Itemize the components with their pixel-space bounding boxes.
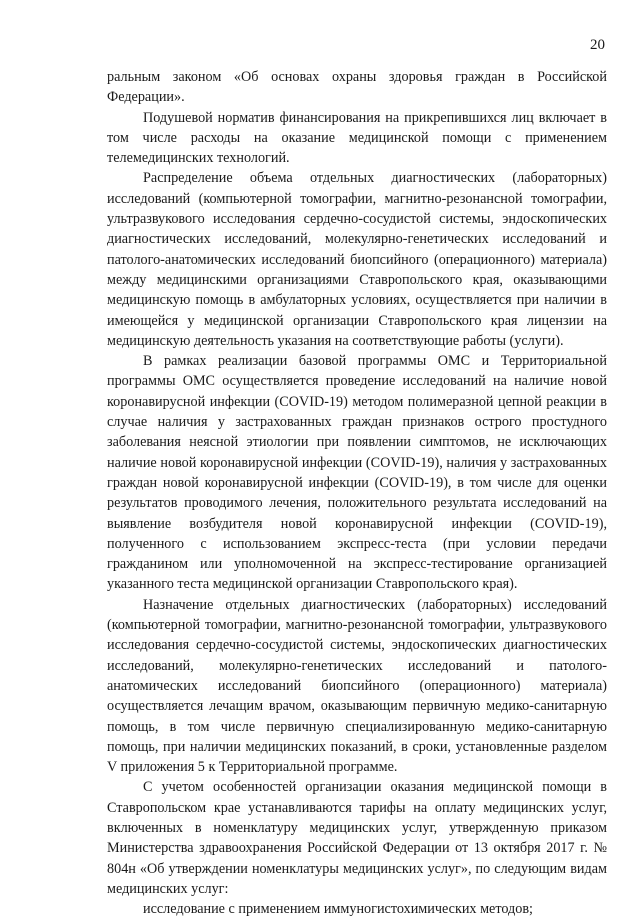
paragraph-per-capita-norm: Подушевой норматив финансирования на прикрепившихся лиц включает в том числе расходы на оказание медицинской помощи с применением телемедицинских технологий. (107, 109, 607, 167)
paragraph-continuation: ральным законом «Об основах охраны здоровья граждан в Российской Федерации». (107, 69, 607, 106)
document-body (107, 67, 607, 919)
paragraph-tariffs: С учетом особенностей организации оказания медицинской помощи в Ставропольском крае устанавливаются тарифы на оплату медицинских услуг, включенных в номенклатуру медицинских услуг, утвержденную приказом Министерства здравоохранения Российской Федерации от 13 октября 2017 г. № 804н «Об утверждении номенклатуры медицинских услуг», по следующим видам медицинских услуг: (107, 779, 607, 897)
paragraph-covid-testing: В рамках реализации базовой программы ОМС и Территориальной программы ОМС осуществляется проведение исследований на наличие новой коронавирусной инфекции (COVID-19) методом полимеразной цепной реакции в случае наличия у застрахованных граждан признаков острого простудного заболевания неясной этиологии при появлении симптомов, не исключающих наличие новой коронавирусной инфекции (COVID-19), наличия у застрахованных граждан новой коронавирусной инфекции (COVID-19), в том числе для оценки результатов проводимого лечения, положительного результата исследований на выявление возбудителя новой коронавирусной инфекции (COVID-19), полученного с использованием экспресс-теста (при условии передачи гражданином или уполномоченной на экспресс-тестирование организацией указанного теста медицинской организации Ставропольского края). (107, 353, 607, 593)
paragraph-distribution-of-studies: Распределение объема отдельных диагностических (лабораторных) исследований (компьютерной томографии, магнитно-резонансной томографии, ультразвукового исследования сердечно-сосудистой системы, эндоскопических диагностических исследований, молекулярно-генетических исследований и патолого-анатомических исследований биопсийного (операционного) материала) между медицинскими организациями Ставропольского края, оказывающими медицинскую помощь в амбулаторных условиях, осуществляется при наличии в имеющейся у медицинской организации Ставропольского края лицензии на медицинскую деятельность указания на соответствующие работы (услуги). (107, 170, 607, 349)
list-item-immunohistochemistry: исследование с применением иммуногистохимических методов; (143, 901, 534, 918)
page-number: 20 (590, 37, 605, 53)
paragraph-prescription-of-studies: Назначение отдельных диагностических (лабораторных) исследований (компьютерной томографии, магнитно-резонансной томографии, ультразвукового исследования сердечно-сосудистой системы, эндоскопических диагностических исследований, молекулярно-генетических исследований и патолого-анатомических исследований биопсийного (операционного) материала) осуществляется лечащим врачом, оказывающим первичную медико-санитарную помощь, в том числе первичную специализированную медико-санитарную помощь, при наличии медицинских показаний, в сроки, установленные разделом V приложения 5 к Территориальной программе. (107, 596, 607, 776)
